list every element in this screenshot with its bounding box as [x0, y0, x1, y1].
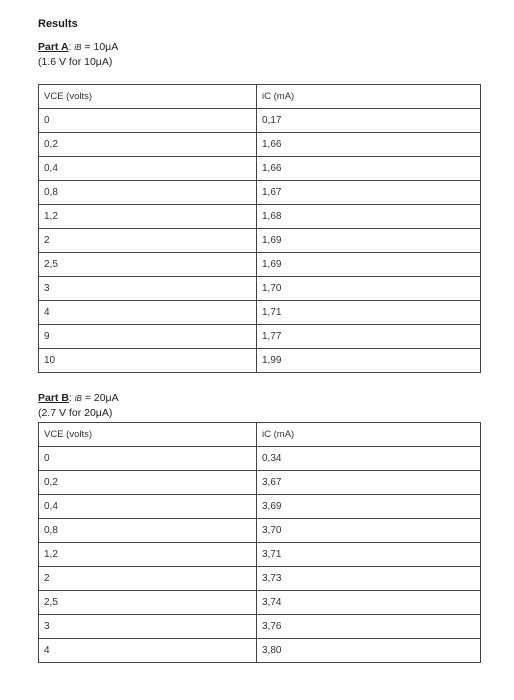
part-a-ib-value: 10μA [93, 41, 119, 53]
part-b-ib-value: 20μA [93, 392, 119, 404]
part-a-ib-symbol: iB [74, 43, 82, 52]
cell-vce: 2 [39, 229, 257, 253]
part-a-name: Part A [38, 41, 69, 53]
table-row [39, 615, 481, 639]
table-row [39, 591, 481, 615]
part-a-table [38, 84, 481, 373]
part-b-note: (2.7 V for 20μA) [38, 407, 113, 419]
table-row [39, 205, 481, 229]
part-b-name: Part B [38, 392, 69, 404]
cell-ic: 1,70 [257, 277, 481, 301]
cell-ic: 0,34 [257, 447, 481, 471]
cell-vce: 2,5 [39, 591, 257, 615]
part-a-table-body [39, 109, 481, 373]
cell-vce: 4 [39, 639, 257, 663]
part-b-table [38, 422, 481, 663]
cell-ic: 1,99 [257, 349, 481, 373]
table-row [39, 495, 481, 519]
cell-ic: 1,68 [257, 205, 481, 229]
cell-ic: 1,69 [257, 253, 481, 277]
table-row [39, 157, 481, 181]
cell-vce: 4 [39, 301, 257, 325]
cell-ic: 1,71 [257, 301, 481, 325]
part-b-header: Part B: iB = 20μA (2.7 V for 20μA) [38, 392, 119, 419]
part-a-header: Part A: iB = 10μA (1.6 V for 10μA) [38, 41, 119, 68]
table-header-row [39, 85, 481, 109]
table-row [39, 253, 481, 277]
cell-vce: 0,2 [39, 133, 257, 157]
cell-vce: 10 [39, 349, 257, 373]
cell-ic: 1,69 [257, 229, 481, 253]
cell-ic: 1,77 [257, 325, 481, 349]
table-row [39, 181, 481, 205]
cell-ic: 3,70 [257, 519, 481, 543]
table-row [39, 349, 481, 373]
column-header-vce: VCE (volts) [39, 423, 257, 447]
cell-ic: 1,67 [257, 181, 481, 205]
table-row [39, 277, 481, 301]
table-row [39, 519, 481, 543]
table-row [39, 325, 481, 349]
cell-vce: 3 [39, 615, 257, 639]
table-row [39, 109, 481, 133]
table-row [39, 543, 481, 567]
cell-vce: 3 [39, 277, 257, 301]
table-row [39, 301, 481, 325]
cell-vce: 0,8 [39, 181, 257, 205]
column-header-ic: iC (mA) [257, 85, 481, 109]
part-a-note: (1.6 V for 10μA) [38, 56, 113, 68]
page-title: Results [38, 18, 78, 30]
cell-ic: 3,73 [257, 567, 481, 591]
cell-vce: 0,4 [39, 495, 257, 519]
table-row [39, 567, 481, 591]
cell-vce: 0 [39, 109, 257, 133]
cell-vce: 0,4 [39, 157, 257, 181]
table-row [39, 447, 481, 471]
cell-ic: 3,80 [257, 639, 481, 663]
table-row [39, 133, 481, 157]
cell-ic: 1,66 [257, 133, 481, 157]
part-b-table-body [39, 447, 481, 663]
cell-ic: 0,17 [257, 109, 481, 133]
cell-ic: 3,71 [257, 543, 481, 567]
column-header-ic: iC (mA) [257, 423, 481, 447]
table-row [39, 639, 481, 663]
cell-vce: 0,8 [39, 519, 257, 543]
cell-vce: 2,5 [39, 253, 257, 277]
part-b-ib-symbol: iB [74, 394, 82, 403]
table-header-row [39, 423, 481, 447]
cell-ic: 3,76 [257, 615, 481, 639]
table-row [39, 471, 481, 495]
cell-ic: 1,66 [257, 157, 481, 181]
cell-ic: 3,74 [257, 591, 481, 615]
cell-ic: 3,67 [257, 471, 481, 495]
column-header-vce: VCE (volts) [39, 85, 257, 109]
cell-vce: 1,2 [39, 543, 257, 567]
cell-ic: 3,69 [257, 495, 481, 519]
cell-vce: 0,2 [39, 471, 257, 495]
cell-vce: 2 [39, 567, 257, 591]
table-row [39, 229, 481, 253]
cell-vce: 1,2 [39, 205, 257, 229]
cell-vce: 9 [39, 325, 257, 349]
cell-vce: 0 [39, 447, 257, 471]
